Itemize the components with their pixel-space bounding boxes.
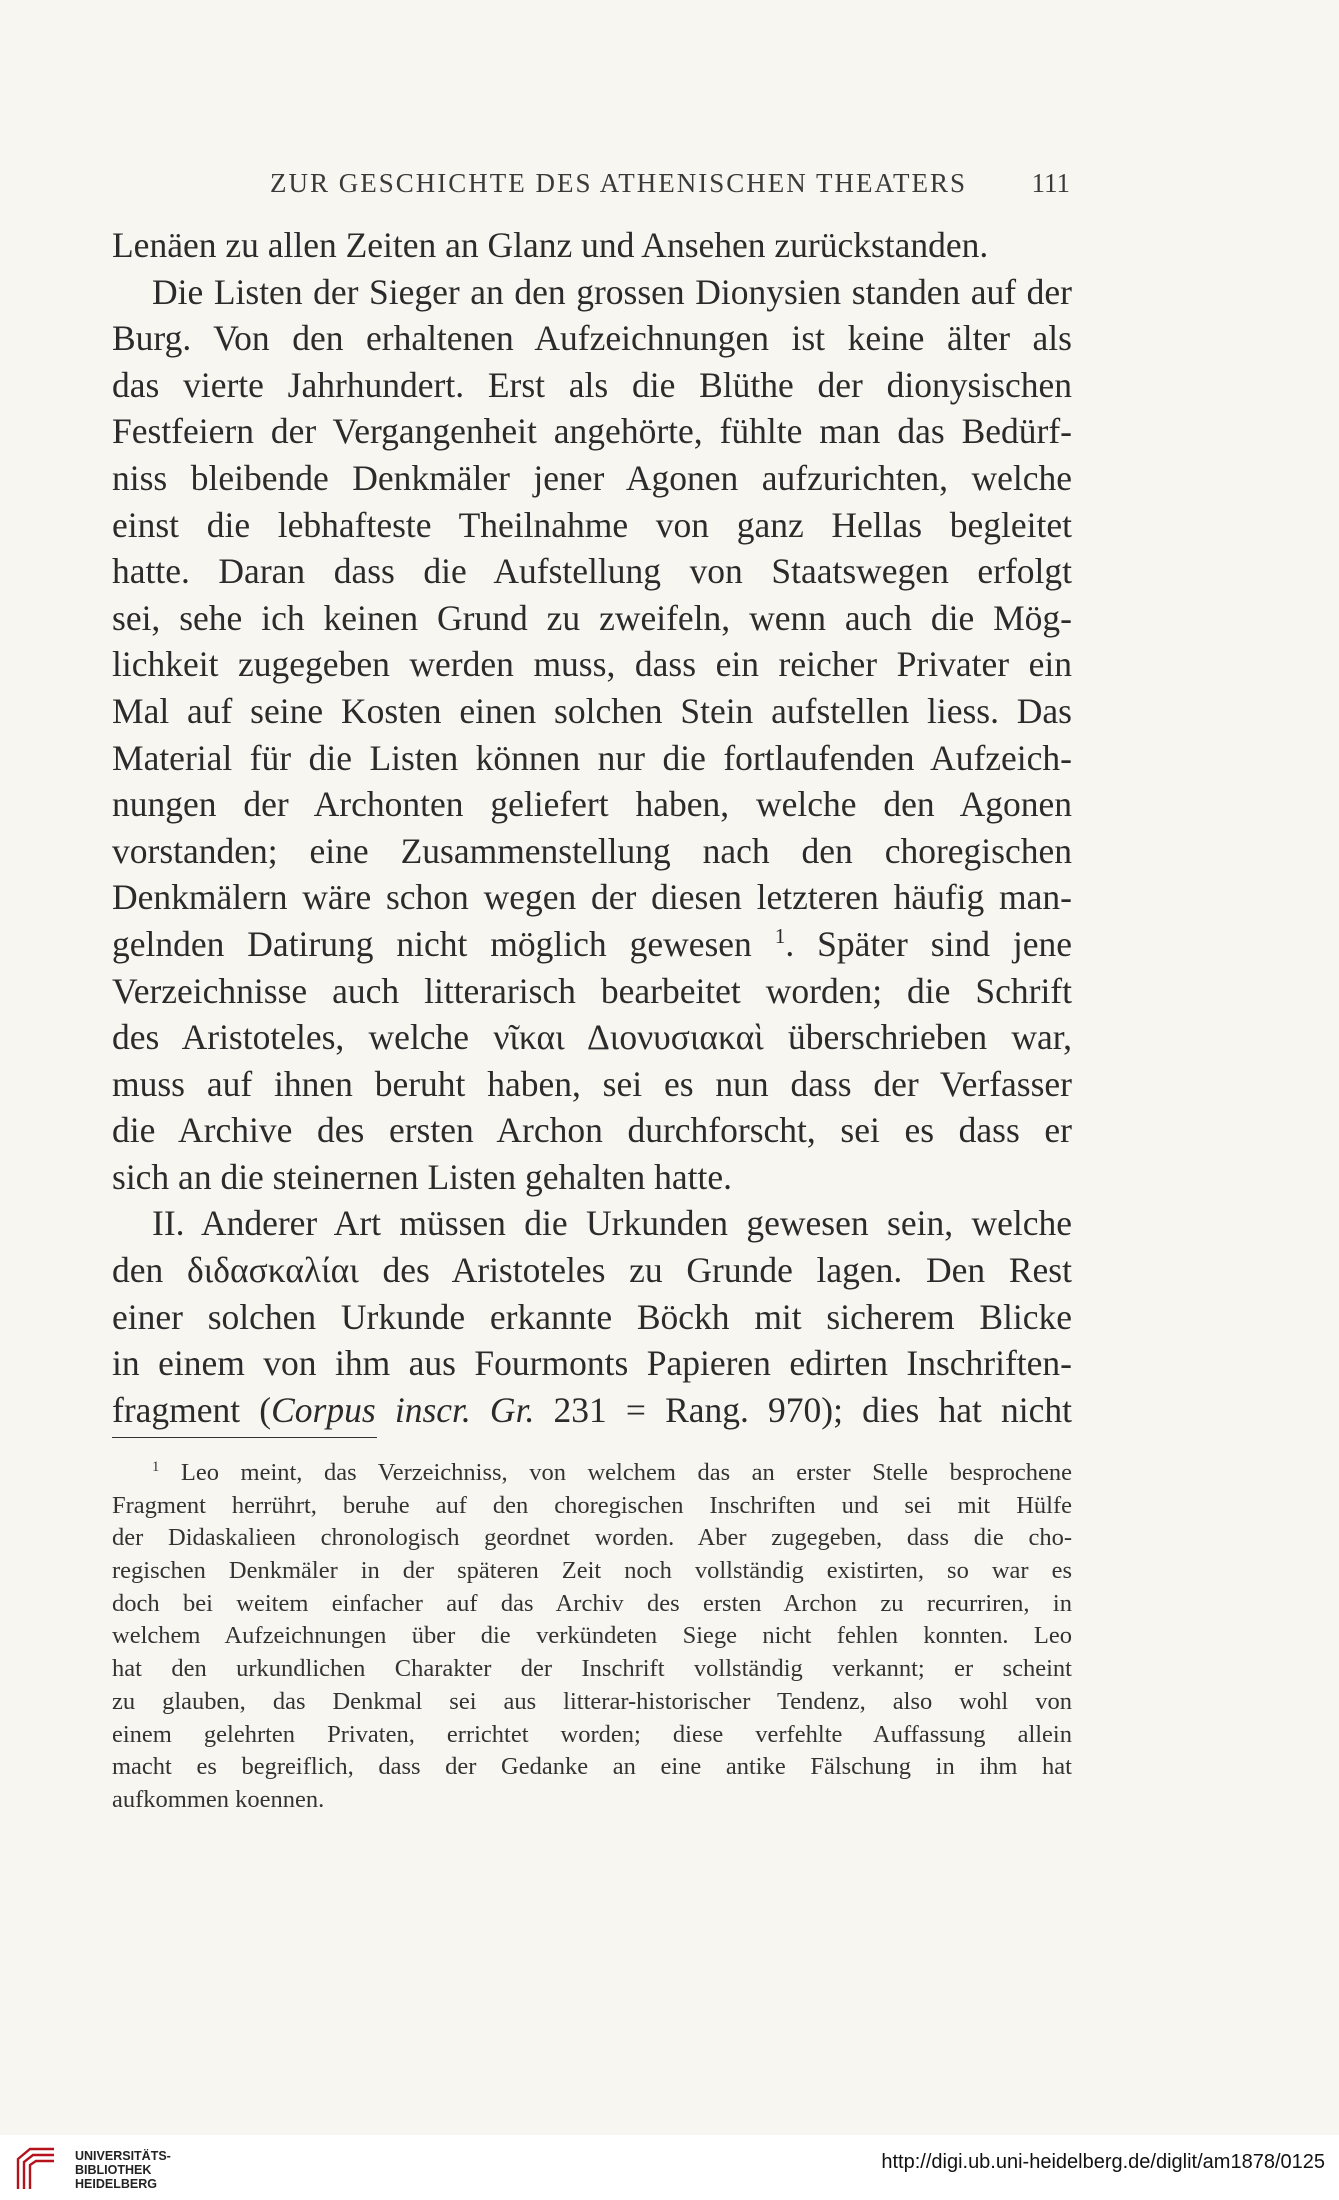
text-line: Denkmälern wäre schon wegen der diesen letzteren häufig man- (112, 877, 1072, 918)
library-name-line: HEIDELBERG (75, 2177, 157, 2191)
library-name-line: BIBLIOTHEK (75, 2163, 152, 2177)
source-url-link[interactable]: http://digi.ub.uni-heidelberg.de/diglit/am1878/0125 (881, 2151, 1325, 2173)
text-line: den διδασκαλίαι des Aristoteles zu Grunde lagen. Den Rest (112, 1250, 1072, 1291)
library-logo-icon (14, 2145, 58, 2191)
text-line: nungen der Archonten geliefert haben, welche den Agonen (112, 784, 1072, 825)
text-line: das vierte Jahrhundert. Erst als die Blüthe der dionysischen (112, 364, 1072, 405)
text-line-tail: . Später sind jene (785, 923, 1072, 964)
text-line: Die Listen der Sieger an den grossen Dionysien standen auf der (152, 271, 1072, 312)
citation-italic: Corpus inscr. Gr. (271, 1389, 535, 1430)
text-line: einst die lebhafteste Theilnahme von ganz Hellas begleitet (112, 504, 1072, 545)
footnote-ref[interactable]: 1 (774, 924, 786, 949)
text-line: hatte. Daran dass die Aufstellung von Staatswegen erfolgt (112, 551, 1072, 592)
footnote-text: Leo meint, das Verzeichniss, von welchem das an erster Stelle besprochene (180, 1459, 1073, 1486)
text-line-head: fragment ( (112, 1389, 272, 1430)
text-line: Material für die Listen können nur die fortlaufenden Aufzeich- (112, 737, 1072, 778)
text-line: Verzeichnisse auch litterarisch bearbeitet worden; die Schrift (112, 970, 1072, 1011)
footnotes (112, 1457, 1072, 1817)
text-line: sei, sehe ich keinen Grund zu zweifeln, wenn auch die Mög- (112, 597, 1072, 638)
text-line: lichkeit zugegeben werden muss, dass ein reicher Privater ein (112, 644, 1072, 685)
text-line-head: gelnden Datirung nicht möglich gewesen (112, 923, 752, 964)
footnote-line: der Didaskalieen chronologisch geordnet worden. Aber zugegeben, dass die cho- (112, 1524, 1072, 1552)
library-name-line: UNIVERSITÄTS- (75, 2149, 171, 2163)
text-line: niss bleibende Denkmäler jener Agonen aufzurichten, welche (112, 457, 1072, 498)
footnote-divider (112, 1437, 377, 1438)
footnote-line (112, 1457, 1072, 1490)
text-line: einer solchen Urkunde erkannte Böckh mit sicherem Blicke (112, 1296, 1072, 1337)
text-line: die Archive des ersten Archon durchforscht, sei es dass er (112, 1110, 1072, 1151)
text-line-with-footnote (112, 921, 1072, 968)
footer-bar (0, 2135, 1339, 2200)
footnote-line: einem gelehrten Privaten, errichtet worden; diese verfehlte Auffassung allein (112, 1720, 1072, 1748)
running-head (110, 168, 1070, 204)
footnote-line: doch bei weitem einfacher auf das Archiv des ersten Archon zu recurriren, in (112, 1589, 1072, 1617)
text-line: sich an die steinernen Listen gehalten hatte. (112, 1156, 733, 1197)
footnote-line: macht es begreiflich, dass der Gedanke an eine antike Fälschung in ihm hat (112, 1753, 1072, 1781)
text-line: Lenäen zu allen Zeiten an Glanz und Ansehen zurückstanden. (112, 225, 989, 265)
text-line-tail: 231 = Rang. 970); dies hat nicht (534, 1389, 1072, 1430)
footnote-line: zu glauben, das Denkmal sei aus litterar-historischer Tendenz, also wohl von (112, 1687, 1072, 1715)
footnote-line: regischen Denkmäler in der späteren Zeit noch vollständig existirten, so war es (112, 1557, 1072, 1585)
text-line: II. Anderer Art müssen die Urkunden gewesen sein, welche (152, 1203, 1072, 1244)
text-line: muss auf ihnen beruht haben, sei es nun dass der Verfasser (112, 1063, 1072, 1104)
library-name (75, 2149, 171, 2191)
footnote-marker: 1 (152, 1458, 160, 1475)
text-line: des Aristoteles, welche νῖκαι Διονυσιακαὶ überschrieben war, (112, 1017, 1072, 1058)
text-line: in einem von ihm aus Fourmonts Papieren edirten Inschriften- (112, 1343, 1072, 1384)
text-line: Festfeiern der Vergangenheit angehörte, fühlte man das Bedürf- (112, 411, 1072, 452)
body-text (112, 222, 1072, 1433)
text-line: vorstanden; eine Zusammenstellung nach den choregischen (112, 830, 1072, 871)
text-line-citation (112, 1387, 1072, 1434)
footnote-line: hat den urkundlichen Charakter der Inschrift vollständig verkannt; er scheint (112, 1655, 1072, 1683)
footnote-line: aufkommen koennen. (112, 1785, 325, 1813)
text-line: Mal auf seine Kosten einen solchen Stein aufstellen liess. Das (112, 690, 1072, 731)
page-number: 111 (1031, 168, 1070, 198)
text-line: Burg. Von den erhaltenen Aufzeichnungen ist keine älter als (112, 318, 1072, 359)
running-head-title: ZUR GESCHICHTE DES ATHENISCHEN THEATERS (270, 168, 968, 198)
footnote-line: Fragment herrührt, beruhe auf den choregischen Inschriften und sei mit Hülfe (112, 1491, 1072, 1519)
footnote-line: welchem Aufzeichnungen über die verkündeten Siege nicht fehlen konnten. Leo (112, 1622, 1072, 1650)
